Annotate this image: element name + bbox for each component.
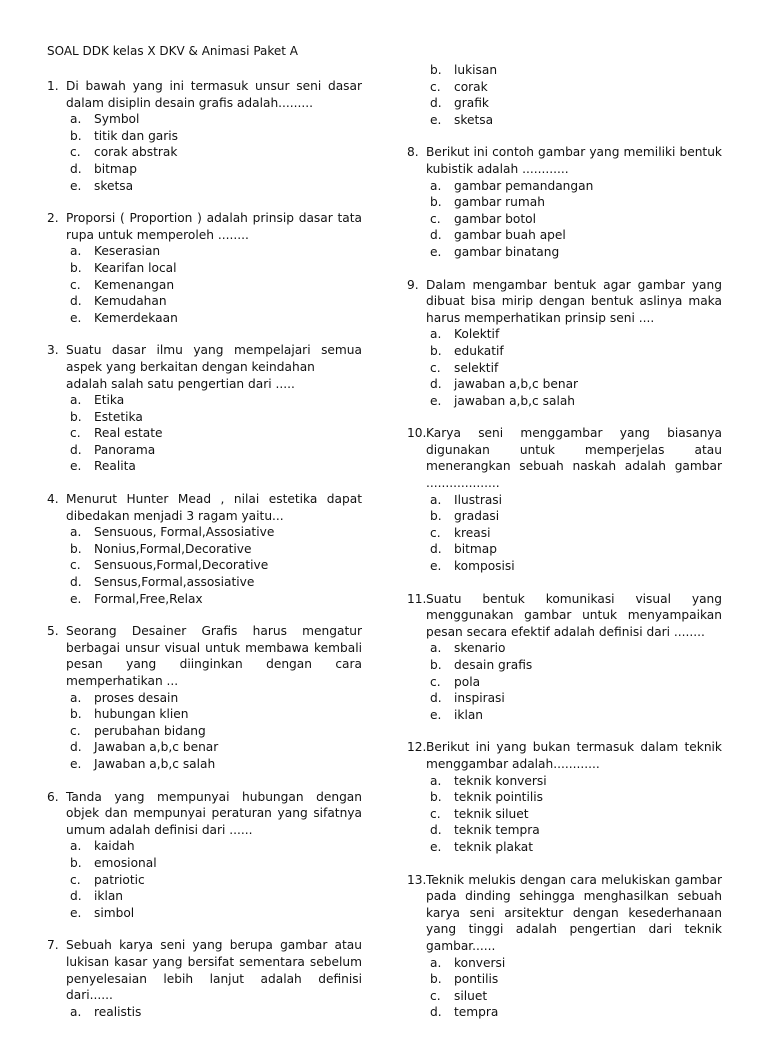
option-letter: d. [430, 1005, 442, 1020]
option-text: gambar botol [454, 211, 536, 226]
answer-option [430, 194, 722, 211]
option-letter: d. [430, 823, 442, 838]
option-text: konversi [454, 955, 506, 970]
question-text: Proporsi ( Proportion ) adalah prinsip dasar tata rupa untuk memperoleh ........ [66, 211, 362, 242]
answer-option [70, 905, 362, 922]
answer-option [70, 277, 362, 294]
answer-option [430, 707, 722, 724]
answer-option [430, 640, 722, 657]
option-letter: a. [430, 492, 442, 507]
question-text: Tanda yang mempunyai hubungan dengan objek dan mempunyai peraturan yang sifatnya umum adalah definisi dari ...... [66, 789, 362, 837]
question-block [47, 937, 362, 1020]
answer-option [70, 392, 362, 409]
question-block [47, 210, 362, 326]
question-block [47, 789, 362, 922]
option-text: Jawaban a,b,c salah [94, 756, 216, 771]
option-letter: b. [70, 707, 82, 722]
question-text: Karya seni menggambar yang biasanya digunakan untuk memperjelas atau menerangkan sebuah naskah adalah gambar ................... [426, 426, 722, 491]
question-stem [407, 591, 722, 641]
option-text: Kemenangan [94, 277, 175, 292]
option-text: grafik [454, 96, 489, 111]
answer-option [430, 343, 722, 360]
answer-option [430, 79, 722, 96]
question-stem [407, 739, 722, 772]
option-letter: c. [430, 806, 441, 821]
option-letter: d. [70, 889, 82, 904]
question-block [407, 425, 722, 574]
option-text: kaidah [94, 839, 135, 854]
option-text: jawaban a,b,c benar [454, 377, 579, 392]
question-stem [47, 937, 362, 1003]
answer-option [430, 393, 722, 410]
question-stem [47, 78, 362, 111]
question-block [47, 342, 362, 475]
option-text: Kemudahan [94, 294, 167, 309]
option-text: Symbol [94, 112, 140, 127]
option-list [70, 690, 362, 773]
question-stem [407, 872, 722, 955]
option-letter: a. [70, 525, 82, 540]
option-letter: d. [430, 228, 442, 243]
option-letter: c. [430, 525, 441, 540]
option-text: simbol [94, 905, 135, 920]
option-letter: c. [70, 145, 81, 160]
option-letter: b. [430, 63, 442, 77]
answer-option [70, 293, 362, 310]
option-text: corak abstrak [94, 145, 178, 160]
answer-option [430, 244, 722, 261]
answer-option [70, 425, 362, 442]
option-letter: a. [430, 955, 442, 970]
option-letter: e. [430, 839, 442, 854]
option-text: teknik plakat [454, 839, 534, 854]
option-text: pontilis [454, 972, 499, 987]
option-letter: b. [70, 855, 82, 870]
answer-option [70, 723, 362, 740]
option-letter: e. [430, 559, 442, 574]
answer-option [70, 458, 362, 475]
option-text: pola [454, 674, 481, 689]
answer-option [430, 657, 722, 674]
option-letter: d. [430, 691, 442, 706]
option-text: Sensuous,Formal,Decorative [94, 558, 269, 573]
answer-option [70, 1004, 362, 1021]
option-letter: c. [70, 723, 81, 738]
answer-option [430, 326, 722, 343]
option-text: Kolektif [454, 327, 500, 342]
option-letter: a. [430, 641, 442, 656]
question-number: 1. [47, 79, 59, 93]
answer-option [430, 1004, 722, 1021]
question-block [47, 623, 362, 772]
option-letter: d. [430, 377, 442, 392]
question-stem [407, 277, 722, 327]
option-text: Sensus,Formal,assosiative [94, 575, 255, 590]
document-title: SOAL DDK kelas X DKV & Animasi Paket A [47, 44, 298, 58]
answer-option [430, 773, 722, 790]
option-letter: c. [70, 426, 81, 441]
question-block [47, 491, 362, 607]
option-letter: d. [70, 575, 82, 590]
question-block [47, 78, 362, 194]
option-text: selektif [454, 360, 499, 375]
option-text: Panorama [94, 442, 156, 457]
option-list [70, 243, 362, 326]
answer-option [70, 706, 362, 723]
option-text: Sensuous, Formal,Assosiative [94, 525, 275, 540]
answer-option [70, 178, 362, 195]
option-letter: c. [430, 211, 441, 226]
option-list [430, 640, 722, 723]
left-column [47, 78, 362, 1036]
answer-option [70, 557, 362, 574]
option-letter: e. [70, 905, 82, 920]
question-number: 8. [407, 145, 419, 160]
question-continuation [407, 62, 722, 128]
question-block [407, 739, 722, 855]
option-letter: c. [430, 360, 441, 375]
question-text: Di bawah yang ini termasuk unsur seni dasar dalam disiplin desain grafis adalah......... [66, 79, 362, 110]
option-letter: c. [70, 277, 81, 292]
option-letter: c. [430, 674, 441, 689]
answer-option [70, 690, 362, 707]
answer-option [70, 541, 362, 558]
option-text: Ilustrasi [454, 492, 503, 507]
option-text: skenario [454, 641, 506, 656]
option-list [430, 178, 722, 261]
option-list [430, 773, 722, 856]
option-letter: b. [70, 128, 82, 143]
option-letter: d. [430, 96, 442, 111]
question-text: Teknik melukis dengan cara melukiskan gambar pada dinding sehingga menghasilkan sebuah karya seni arsitektur dengan kesederhanaan yang tinggi adalah pengertian dari teknik gambar...... [426, 872, 722, 953]
answer-option [430, 112, 722, 129]
answer-option [70, 872, 362, 889]
answer-option [70, 855, 362, 872]
option-letter: b. [430, 658, 442, 672]
option-text: emosional [94, 855, 157, 870]
question-text: Suatu dasar ilmu yang mempelajari semua aspek yang berkaitan dengan keindahan adalah salah satu pengertian dari ..... [66, 343, 362, 391]
answer-option [430, 789, 722, 806]
option-text: jawaban a,b,c salah [454, 393, 576, 408]
question-stem [47, 491, 362, 524]
option-letter: a. [430, 178, 442, 193]
option-text: Estetika [94, 409, 143, 424]
answer-option [70, 161, 362, 178]
option-text: teknik pointilis [454, 790, 543, 805]
option-letter: e. [430, 244, 442, 259]
option-text: Kearifan local [94, 260, 177, 275]
answer-option [430, 971, 722, 988]
option-list [430, 62, 722, 128]
option-letter: e. [430, 393, 442, 408]
option-list [70, 524, 362, 607]
option-letter: e. [430, 707, 442, 722]
answer-option [430, 211, 722, 228]
option-text: lukisan [454, 63, 498, 77]
option-text: perubahan bidang [94, 723, 206, 738]
option-text: bitmap [94, 161, 137, 176]
question-stem [407, 144, 722, 177]
option-text: iklan [454, 707, 484, 722]
option-text: inspirasi [454, 691, 505, 706]
question-number: 7. [47, 938, 59, 953]
answer-option [430, 508, 722, 525]
option-letter: a. [70, 1004, 82, 1019]
option-text: patriotic [94, 872, 145, 887]
answer-option [430, 822, 722, 839]
question-number: 2. [47, 211, 59, 226]
option-letter: a. [430, 327, 442, 342]
option-text: gambar pemandangan [454, 178, 594, 193]
answer-option [430, 988, 722, 1005]
option-letter: e. [70, 310, 82, 325]
question-number: 6. [47, 789, 59, 804]
question-stem [47, 789, 362, 839]
question-number: 11. [407, 591, 427, 606]
question-text: Berikut ini contoh gambar yang memiliki bentuk kubistik adalah ............ [426, 145, 722, 176]
option-letter: c. [430, 79, 441, 94]
option-letter: e. [70, 591, 82, 606]
answer-option [430, 360, 722, 377]
answer-option [430, 541, 722, 558]
option-text: sketsa [94, 178, 134, 193]
question-block [407, 872, 722, 1021]
option-list [70, 1004, 362, 1021]
option-text: Kemerdekaan [94, 310, 178, 325]
answer-option [430, 839, 722, 856]
answer-option [70, 310, 362, 327]
answer-option [70, 739, 362, 756]
answer-option [70, 756, 362, 773]
option-letter: b. [430, 195, 442, 210]
question-text: Seorang Desainer Grafis harus mengatur berbagai unsur visual untuk membawa kembali pesan yang diinginkan dengan cara memperhatikan ... [66, 624, 362, 688]
question-text: Menurut Hunter Mead , nilai estetika dapat dibedakan menjadi 3 ragam yaitu... [66, 492, 362, 523]
option-text: Formal,Free,Relax [94, 591, 203, 606]
option-letter: a. [70, 690, 82, 705]
option-text: Jawaban a,b,c benar [94, 740, 219, 755]
option-list [430, 955, 722, 1021]
option-text: gambar binatang [454, 244, 560, 259]
question-stem [47, 342, 362, 392]
option-text: hubungan klien [94, 707, 189, 722]
answer-option [70, 574, 362, 591]
option-list [70, 111, 362, 194]
question-text: Berikut ini yang bukan termasuk dalam teknik menggambar adalah............ [426, 740, 722, 771]
option-text: gambar rumah [454, 195, 545, 210]
answer-option [70, 144, 362, 161]
option-text: gambar buah apel [454, 228, 566, 243]
option-letter: a. [70, 393, 82, 408]
option-text: gradasi [454, 509, 500, 524]
question-block [407, 144, 722, 260]
option-text: teknik tempra [454, 823, 540, 838]
option-text: kreasi [454, 525, 491, 540]
option-letter: c. [70, 872, 81, 887]
option-letter: e. [430, 112, 442, 127]
option-text: bitmap [454, 542, 497, 557]
option-letter: b. [70, 541, 82, 556]
option-letter: e. [70, 178, 82, 193]
option-text: siluet [454, 988, 488, 1003]
option-letter: a. [430, 773, 442, 788]
answer-option [70, 260, 362, 277]
option-letter: b. [430, 509, 442, 524]
option-letter: a. [70, 839, 82, 854]
answer-option [430, 955, 722, 972]
question-number: 3. [47, 343, 59, 358]
question-number: 9. [407, 277, 419, 292]
question-number: 12. [407, 740, 427, 755]
answer-option [430, 690, 722, 707]
option-text: Keserasian [94, 244, 161, 259]
option-list [70, 838, 362, 921]
option-text: realistis [94, 1004, 142, 1019]
answer-option [70, 591, 362, 608]
option-text: Etika [94, 393, 125, 408]
option-text: proses desain [94, 690, 179, 705]
option-letter: d. [70, 442, 82, 457]
right-column [407, 62, 722, 1037]
question-text: Suatu bentuk komunikasi visual yang menggunakan gambar untuk menyampaikan pesan secara efektif adalah definisi dari ........ [426, 591, 722, 639]
answer-option [430, 227, 722, 244]
question-number: 5. [47, 624, 59, 639]
answer-option [70, 409, 362, 426]
option-letter: b. [70, 260, 82, 275]
option-list [430, 492, 722, 575]
option-text: Real estate [94, 426, 163, 441]
option-letter: c. [430, 988, 441, 1003]
question-block [407, 591, 722, 724]
option-text: teknik konversi [454, 773, 547, 788]
option-letter: b. [70, 409, 82, 424]
answer-option [430, 62, 722, 79]
answer-option [430, 674, 722, 691]
option-letter: b. [430, 972, 442, 987]
option-letter: a. [70, 112, 82, 127]
option-text: corak [454, 79, 488, 94]
option-text: Nonius,Formal,Decorative [94, 541, 252, 556]
question-stem [47, 623, 362, 689]
option-letter: b. [430, 790, 442, 805]
option-list [70, 392, 362, 475]
option-letter: c. [70, 558, 81, 573]
option-letter: a. [70, 244, 82, 259]
answer-option [430, 558, 722, 575]
option-text: desain grafis [454, 658, 533, 672]
option-letter: d. [430, 542, 442, 557]
question-text: Dalam mengambar bentuk agar gambar yang dibuat bisa mirip dengan bentuk aslinya maka harus memperhatikan prinsip seni .... [426, 277, 722, 325]
answer-option [430, 492, 722, 509]
option-letter: b. [430, 343, 442, 358]
answer-option [430, 806, 722, 823]
option-letter: d. [70, 740, 82, 755]
option-text: teknik siluet [454, 806, 529, 821]
question-number: 10. [407, 426, 427, 441]
question-number: 13. [407, 872, 427, 887]
answer-option [430, 178, 722, 195]
question-stem [407, 425, 722, 491]
option-text: iklan [94, 889, 124, 904]
answer-option [70, 524, 362, 541]
answer-option [430, 525, 722, 542]
option-letter: e. [70, 459, 82, 474]
option-text: tempra [454, 1005, 499, 1020]
answer-option [70, 888, 362, 905]
question-stem [47, 210, 362, 243]
option-list [430, 326, 722, 409]
option-text: sketsa [454, 112, 494, 127]
answer-option [70, 243, 362, 260]
question-text: Sebuah karya seni yang berupa gambar atau lukisan kasar yang bersifat sementara sebelum penyelesaian lebih lanjut adalah definisi dari...... [66, 938, 362, 1003]
question-number: 4. [47, 492, 59, 507]
answer-option [70, 111, 362, 128]
answer-option [70, 128, 362, 145]
question-block [407, 277, 722, 410]
option-text: Realita [94, 459, 136, 474]
option-letter: d. [70, 161, 82, 176]
answer-option [430, 95, 722, 112]
answer-option [430, 376, 722, 393]
option-text: komposisi [454, 559, 515, 574]
option-letter: e. [70, 756, 82, 771]
option-text: edukatif [454, 343, 504, 358]
answer-option [70, 838, 362, 855]
option-text: titik dan garis [94, 128, 179, 143]
answer-option [70, 442, 362, 459]
option-letter: d. [70, 294, 82, 309]
